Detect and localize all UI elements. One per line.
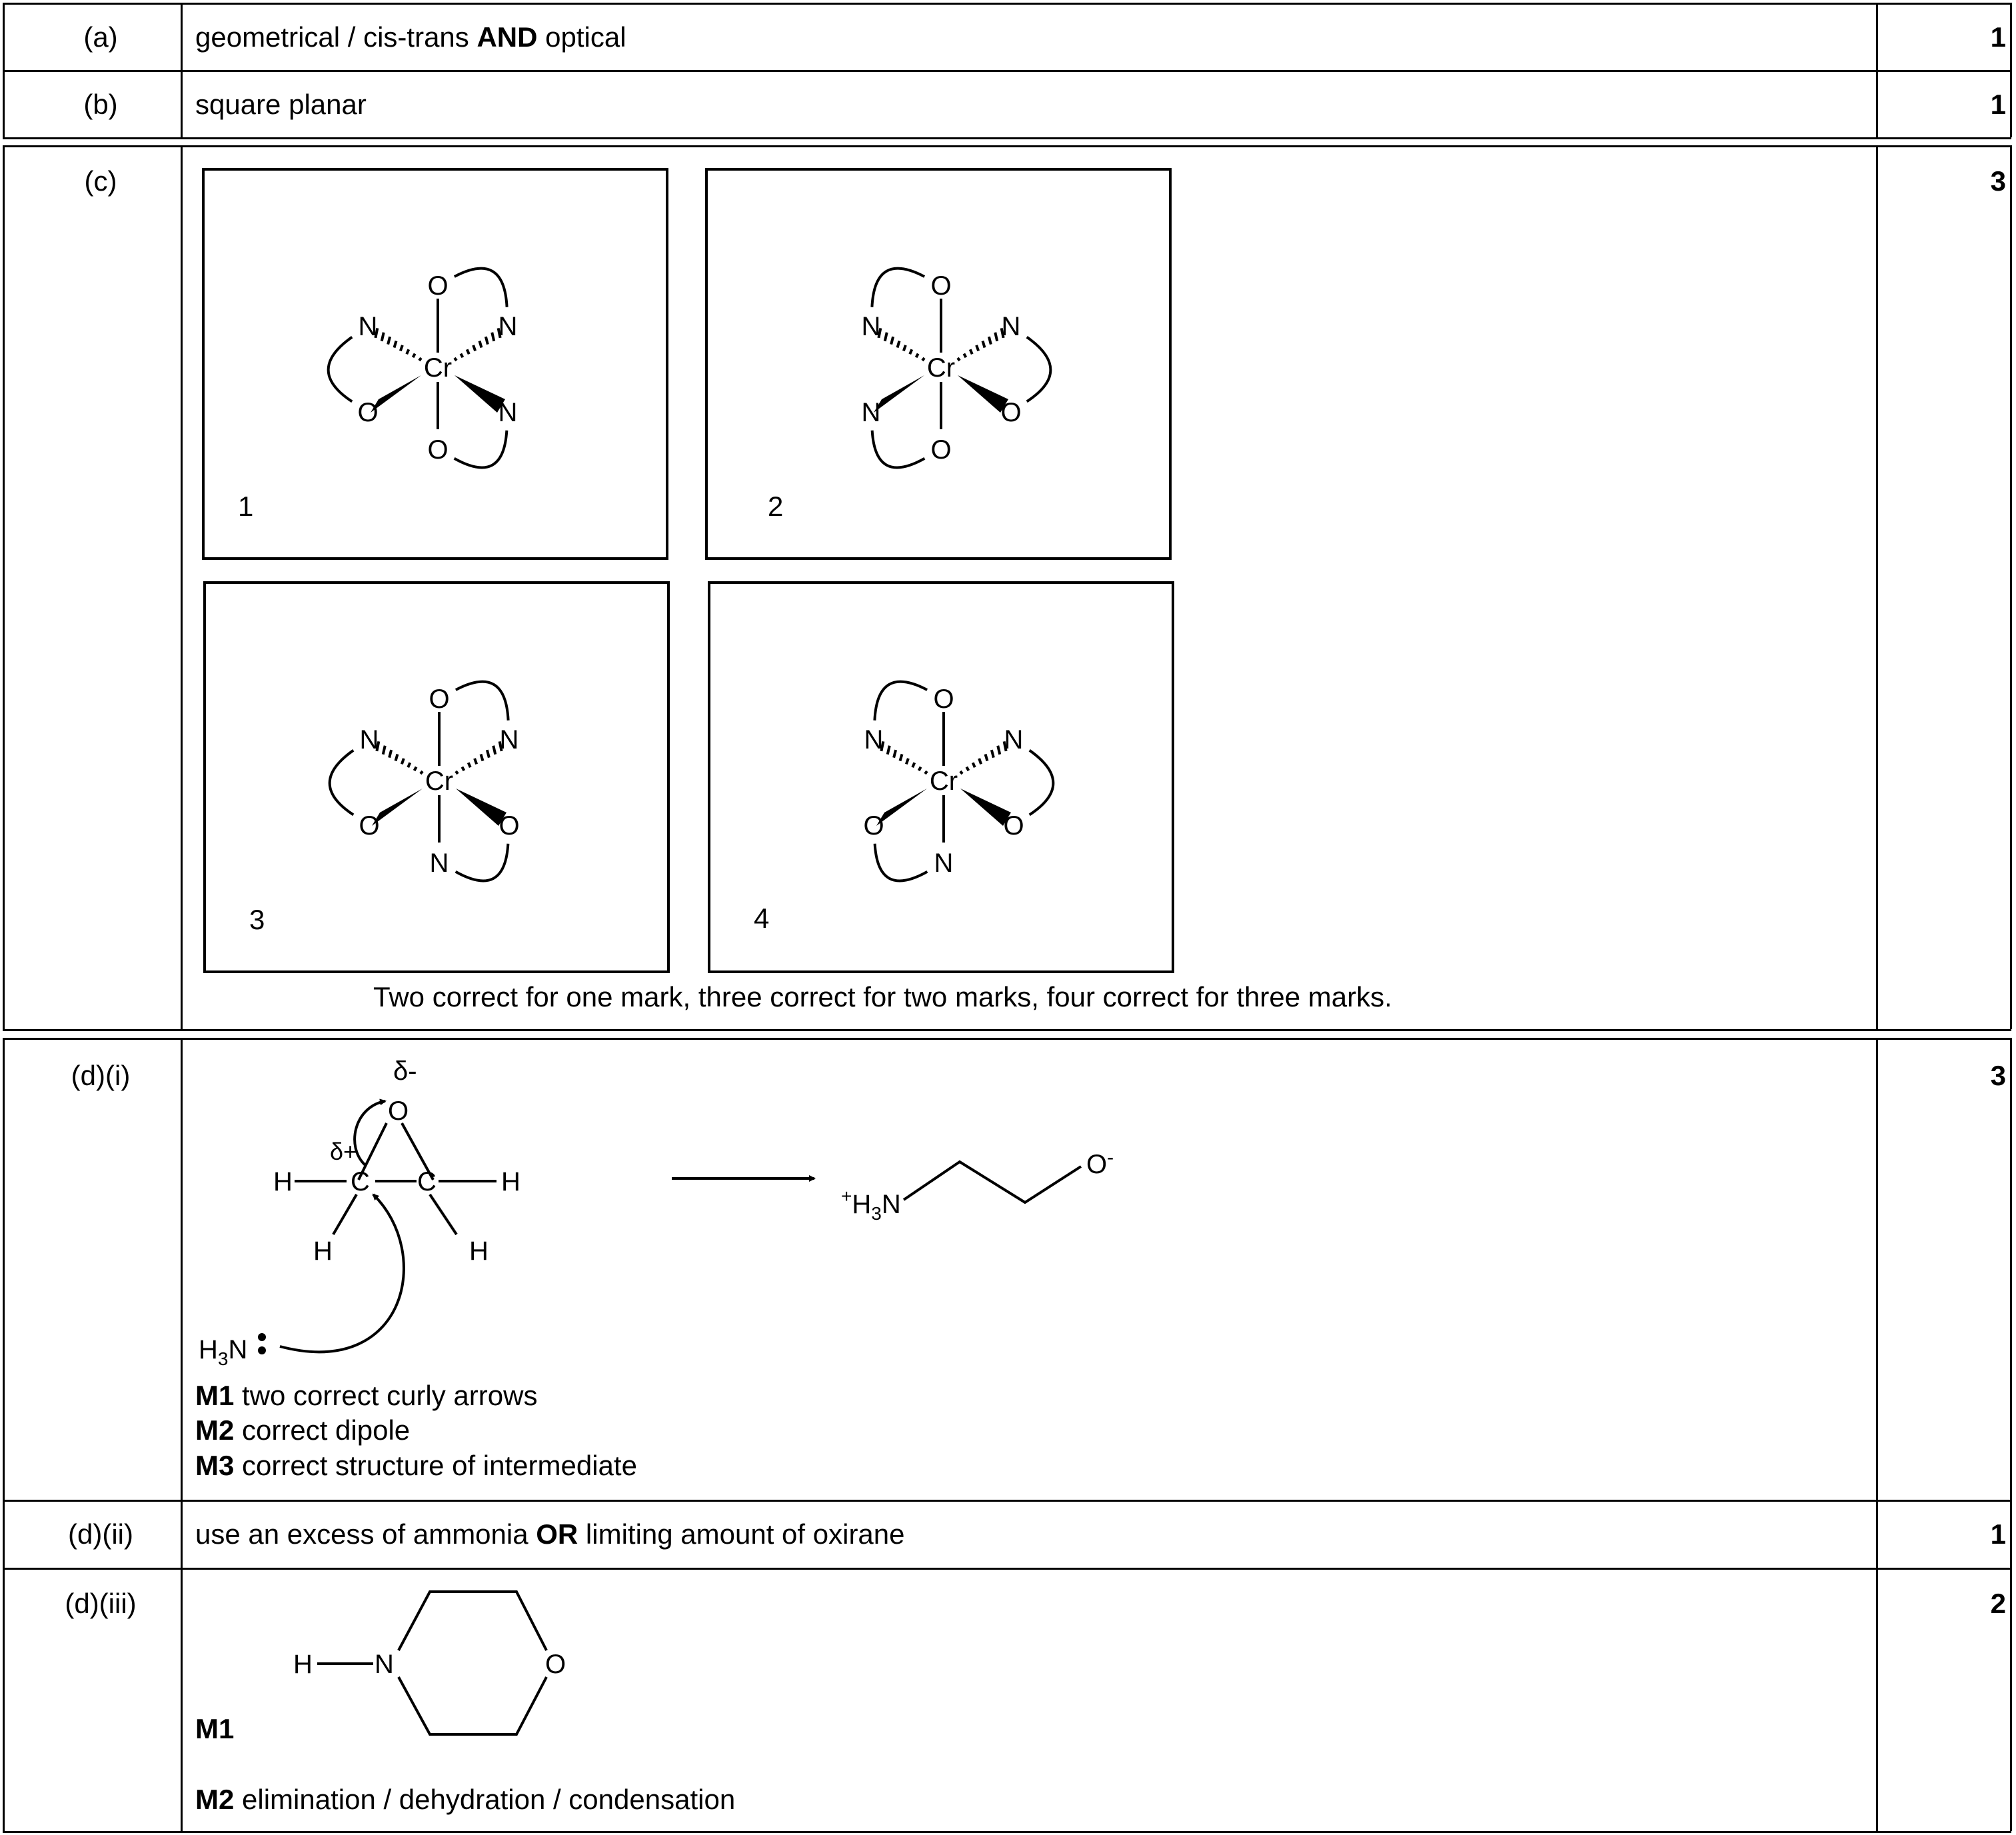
isomer-label-2: 2 — [768, 491, 784, 522]
ligand-atom-ur: N — [1001, 312, 1021, 341]
mark-di: 3 — [1990, 1060, 2006, 1091]
ligand-atom-top: O — [427, 271, 449, 301]
rule-right-3 — [2010, 1038, 2012, 1831]
rule-mid-3 — [181, 1038, 183, 1831]
morpholine-hydrogen: H — [293, 1650, 313, 1679]
delta-plus: δ+ — [330, 1138, 358, 1165]
epoxide-oxygen: O — [388, 1096, 409, 1126]
ligand-atom-dr: O — [1003, 811, 1024, 841]
isomer-3-drawing — [206, 584, 667, 970]
chelate-arc-1 — [874, 682, 927, 721]
criterion-m1: M1 two correct curly arrows — [195, 1380, 538, 1411]
rule-right-1 — [2010, 3, 2012, 137]
hashed-bond-ur — [960, 741, 1006, 774]
morpholine-structure — [280, 1580, 613, 1740]
note-c: Two correct for one mark, three correct for two marks, four correct for three marks. — [373, 981, 1392, 1012]
chelate-arc-2 — [330, 751, 354, 815]
m1-label-diii: M1 — [195, 1713, 235, 1744]
lone-pair-dot-2 — [258, 1346, 266, 1354]
morpholine-ring — [399, 1592, 546, 1650]
chromium-center: Cr — [929, 767, 958, 796]
carbon-1: C — [351, 1167, 370, 1196]
isomer-box-1 — [202, 168, 668, 560]
morpholine-oxygen: O — [545, 1650, 566, 1679]
rule-di-dii — [3, 1500, 2011, 1502]
morpholine-nitrogen: N — [375, 1650, 394, 1679]
hashed-bond-ul — [377, 741, 423, 774]
hashed-bond-ul — [878, 328, 924, 361]
isomer-4-drawing — [710, 584, 1172, 970]
bond-c2-hdown — [430, 1194, 457, 1234]
ammonia: $H_3N$ — [199, 1335, 248, 1369]
part-label-diii: (d)(iii) — [65, 1588, 137, 1619]
part-label-c: (c) — [84, 165, 117, 197]
chelate-arc-1 — [455, 269, 507, 307]
part-label-b: (b) — [83, 89, 118, 120]
chromium-center: Cr — [425, 767, 454, 796]
ligand-atom-ul: N — [358, 312, 378, 341]
ligand-atom-ur: N — [499, 725, 519, 755]
ligand-atom-top: O — [933, 685, 954, 714]
mark-dii: 1 — [1990, 1518, 2006, 1550]
ligand-atom-dl: N — [861, 398, 881, 427]
rule-right-mid-1 — [1876, 3, 1878, 137]
mark-c: 3 — [1990, 165, 2006, 197]
hashed-bond-ul — [881, 741, 927, 774]
mark-b: 1 — [1990, 89, 2006, 120]
lone-pair-dot-1 — [258, 1333, 266, 1341]
ligand-atom-ur: N — [498, 312, 518, 341]
answer-a: geometrical / cis-trans AND optical — [195, 21, 626, 53]
hydrogen-down-1: H — [313, 1236, 333, 1266]
hashed-bond-ur — [456, 741, 502, 774]
isomer-1-drawing — [205, 171, 666, 557]
ligand-atom-bot: O — [930, 435, 952, 465]
product-oxygen: O- — [1086, 1146, 1114, 1179]
carbon-2: C — [417, 1167, 437, 1196]
ligand-atom-ul: N — [861, 312, 881, 341]
ligand-atom-dr: N — [498, 398, 518, 427]
isomer-label-4: 4 — [754, 903, 770, 934]
chelate-arc-3 — [872, 431, 925, 468]
ligand-atom-dr: O — [1000, 398, 1022, 427]
chelate-arc-2 — [1027, 337, 1051, 402]
isomer-box-2 — [705, 168, 1172, 560]
isomer-label-1: 1 — [238, 491, 254, 522]
answer-b: square planar — [195, 89, 367, 120]
ligand-atom-bot: N — [429, 849, 449, 878]
hydrogen-down-2: H — [469, 1236, 489, 1266]
hydrogen-right: H — [501, 1167, 520, 1196]
rule-left-3 — [3, 1038, 5, 1831]
isomer-box-3 — [203, 581, 670, 973]
rule-right-mid-3 — [1876, 1038, 1878, 1831]
chromium-center: Cr — [926, 353, 956, 383]
ligand-atom-ul: N — [359, 725, 379, 755]
chelate-arc-3 — [875, 844, 928, 881]
product-ammonium: $^+H_3N$ — [841, 1186, 901, 1224]
bond-c1-hdown — [333, 1194, 357, 1234]
ligand-atom-bot: O — [427, 435, 449, 465]
morpholine-ring-lower — [399, 1677, 546, 1734]
rule-dii-diii — [3, 1568, 2011, 1570]
rule-c-top — [3, 145, 2011, 147]
delta-minus: δ- — [393, 1056, 417, 1086]
criterion-m2: M2 correct dipole — [195, 1414, 411, 1446]
rule-mid-2 — [181, 145, 183, 1029]
rule-c-bottom — [3, 1029, 2011, 1031]
ligand-atom-dl: O — [357, 398, 379, 427]
rule-right-2 — [2010, 145, 2012, 1029]
chelate-arc-3 — [455, 431, 507, 468]
chelate-arc-2 — [1030, 751, 1054, 815]
hashed-bond-ur — [958, 328, 1004, 361]
hashed-bond-ur — [455, 328, 501, 361]
chelate-arc-1 — [456, 682, 508, 721]
mark-a: 1 — [1990, 21, 2006, 53]
chelate-arc-1 — [872, 269, 924, 307]
hashed-bond-ul — [375, 328, 421, 361]
rule-right-mid-2 — [1876, 145, 1878, 1029]
part-label-dii: (d)(ii) — [68, 1518, 133, 1550]
chromium-center: Cr — [423, 353, 453, 383]
mark-diii: 2 — [1990, 1588, 2006, 1619]
rule-b-bottom — [3, 137, 2011, 139]
ligand-atom-dl: O — [863, 811, 884, 841]
rule-left-2 — [3, 145, 5, 1029]
ligand-atom-bot: N — [934, 849, 954, 878]
m2-answer-diii: M2 elimination / dehydration / condensation — [195, 1784, 736, 1815]
criterion-m3: M3 correct structure of intermediate — [195, 1450, 637, 1481]
chelate-arc-2 — [329, 337, 353, 402]
isomer-box-4 — [708, 581, 1174, 973]
isomer-label-3: 3 — [249, 904, 265, 935]
rule-d-top — [3, 1038, 2011, 1040]
ligand-atom-dr: O — [499, 811, 520, 841]
answer-dii: use an excess of ammonia OR limiting amount of oxirane — [195, 1518, 905, 1550]
ligand-atom-top: O — [930, 271, 952, 301]
part-label-di: (d)(i) — [71, 1060, 131, 1091]
part-label-a: (a) — [83, 21, 118, 53]
rule-a-b — [3, 70, 2011, 72]
mechanism-diagram — [187, 1053, 1186, 1386]
rule-top — [3, 3, 2011, 5]
product-chain — [904, 1162, 1081, 1202]
ligand-atom-ul: N — [864, 725, 884, 755]
rule-bottom — [3, 1831, 2011, 1833]
hydrogen-left: H — [273, 1167, 293, 1196]
ligand-atom-top: O — [429, 685, 450, 714]
ligand-atom-dl: O — [359, 811, 380, 841]
ligand-atom-ur: N — [1004, 725, 1024, 755]
chelate-arc-3 — [456, 844, 508, 881]
wedge-bond-dl — [874, 375, 924, 413]
